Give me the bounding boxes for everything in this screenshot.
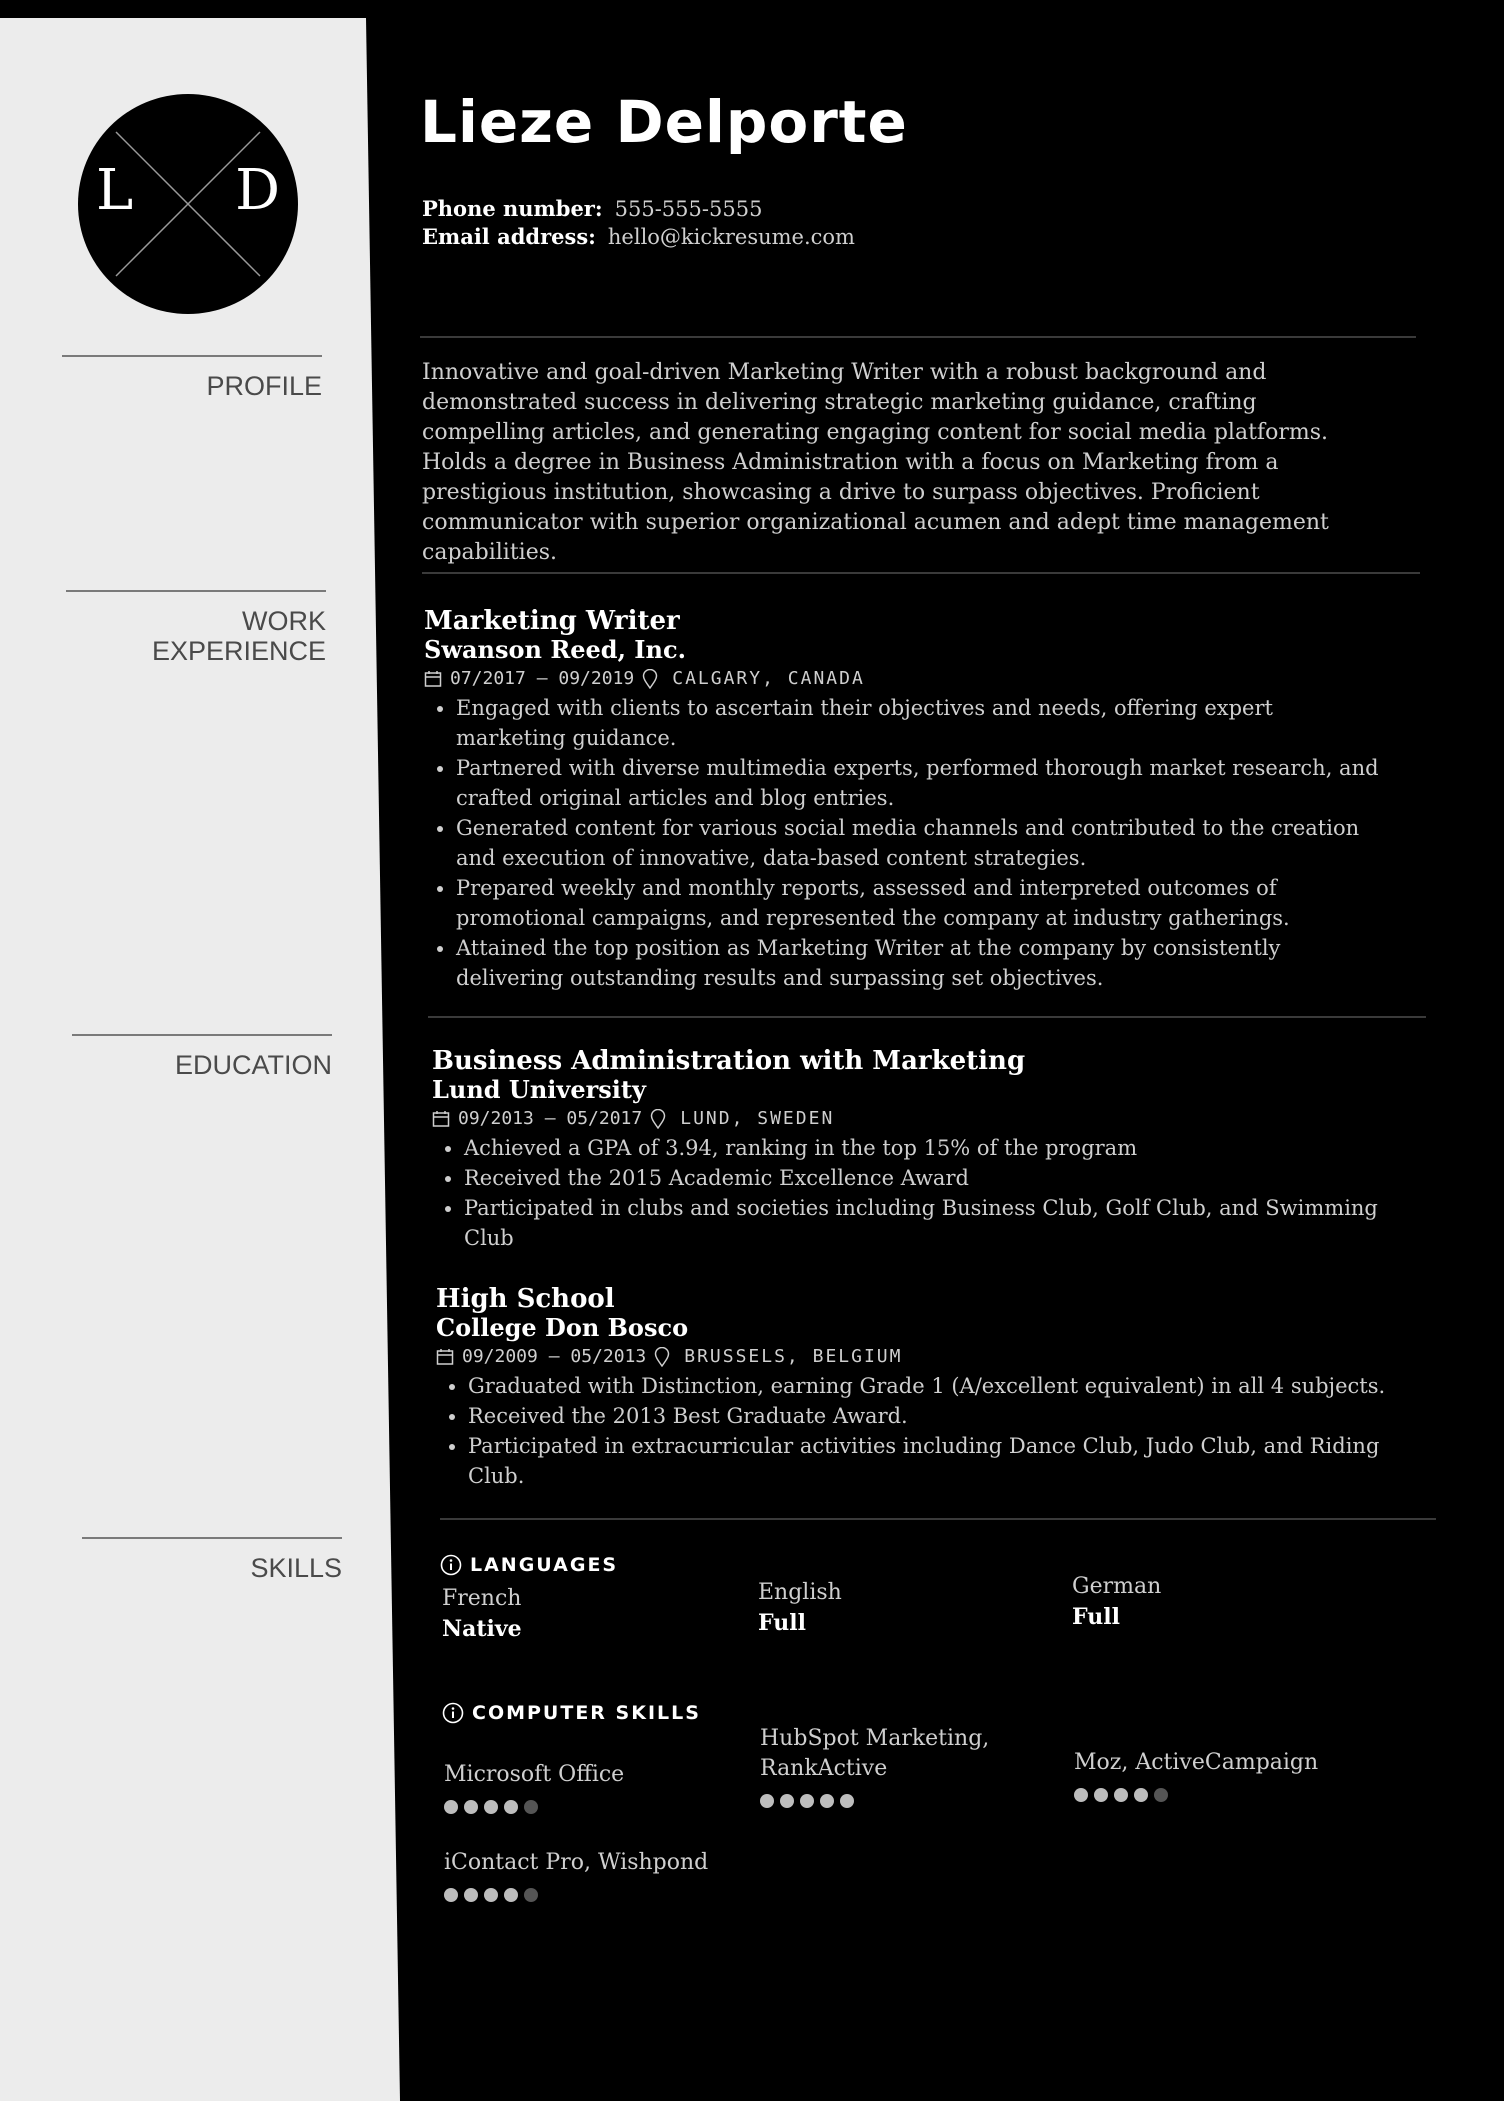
computer-skill-item bbox=[444, 1760, 744, 1814]
email-label: Email address: bbox=[422, 224, 596, 249]
rating-dot-filled bbox=[464, 1800, 478, 1814]
language-item bbox=[442, 1584, 742, 1644]
email-value: hello@kickresume.com bbox=[607, 225, 855, 249]
rating-dot-filled bbox=[1094, 1788, 1108, 1802]
contact-email bbox=[422, 224, 855, 249]
phone-label: Phone number: bbox=[422, 196, 603, 221]
degree-title: Business Administration with Marketing bbox=[432, 1046, 1026, 1076]
list-item: • Attained the top position as Marketing Writer at the company by consistently delivering outstanding results and surpassing set objectives. bbox=[456, 933, 1384, 993]
education-meta bbox=[432, 1108, 1392, 1129]
section-heading-education bbox=[72, 1034, 332, 1080]
work-entry bbox=[424, 606, 1384, 993]
rating-dot-filled bbox=[840, 1794, 854, 1808]
language-level: Full bbox=[1072, 1604, 1120, 1630]
candidate-name: Lieze Delporte bbox=[420, 88, 908, 156]
language-level: Full bbox=[758, 1610, 806, 1636]
company-name: Swanson Reed, Inc. bbox=[424, 635, 686, 664]
location-pin-icon bbox=[654, 1347, 670, 1367]
computer-skill-item bbox=[760, 1724, 1000, 1808]
monogram-logo bbox=[78, 94, 298, 314]
work-heading-line2: EXPERIENCE bbox=[151, 636, 326, 666]
rating-dot-filled bbox=[780, 1794, 794, 1808]
education-entry bbox=[432, 1046, 1392, 1253]
degree-title: High School bbox=[436, 1284, 615, 1314]
skills-heading-text: SKILLS bbox=[250, 1553, 342, 1583]
calendar-icon bbox=[424, 670, 442, 688]
info-icon bbox=[440, 1554, 462, 1576]
divider bbox=[422, 572, 1420, 574]
education-bullets bbox=[432, 1133, 1392, 1253]
rating-dot-filled bbox=[444, 1800, 458, 1814]
language-level: Native bbox=[442, 1616, 522, 1642]
rating-dot-filled bbox=[504, 1888, 518, 1902]
education-location: LUND, SWEDEN bbox=[680, 1108, 835, 1129]
education-location: BRUSSELS, BELGIUM bbox=[684, 1346, 903, 1367]
education-heading-text: EDUCATION bbox=[174, 1050, 332, 1080]
contact-phone bbox=[422, 196, 762, 221]
rating-dot-filled bbox=[800, 1794, 814, 1808]
computer-skills-label: COMPUTER SKILLS bbox=[472, 1702, 701, 1724]
languages-heading bbox=[440, 1554, 618, 1576]
education-bullets bbox=[436, 1371, 1396, 1491]
computer-skill-item bbox=[1074, 1748, 1374, 1802]
divider bbox=[428, 1016, 1426, 1018]
list-item: • Engaged with clients to ascertain their objectives and needs, offering expert marketing guidance. bbox=[456, 693, 1384, 753]
calendar-icon bbox=[436, 1348, 454, 1366]
rating-dot-filled bbox=[760, 1794, 774, 1808]
education-meta bbox=[436, 1346, 1396, 1367]
rating-dot-filled bbox=[1114, 1788, 1128, 1802]
list-item: • Graduated with Distinction, earning Grade 1 (A/excellent equivalent) in all 4 subjects. bbox=[468, 1371, 1396, 1401]
rating-dot-filled bbox=[464, 1888, 478, 1902]
computer-skill-name: Microsoft Office bbox=[444, 1762, 625, 1787]
rating-dot-filled bbox=[504, 1800, 518, 1814]
rating-dot-empty bbox=[524, 1800, 538, 1814]
language-name: German bbox=[1072, 1574, 1162, 1599]
computer-skill-name: HubSpot Marketing, RankActive bbox=[760, 1726, 990, 1781]
computer-skill-name: Moz, ActiveCampaign bbox=[1074, 1750, 1319, 1775]
job-meta bbox=[424, 668, 1384, 689]
rating-dot-filled bbox=[484, 1888, 498, 1902]
education-dates: 09/2009 — 05/2013 bbox=[462, 1346, 647, 1367]
list-item: • Generated content for various social media channels and contributed to the creation and execution of innovative, data-based content strategies. bbox=[456, 813, 1384, 873]
rating-dot-filled bbox=[1134, 1788, 1148, 1802]
location-pin-icon bbox=[642, 669, 658, 689]
job-title: Marketing Writer bbox=[424, 606, 680, 636]
calendar-icon bbox=[432, 1110, 450, 1128]
job-location: CALGARY, CANADA bbox=[672, 668, 865, 689]
rating-dot-empty bbox=[1154, 1788, 1168, 1802]
computer-skill-item bbox=[444, 1848, 744, 1902]
school-name: College Don Bosco bbox=[436, 1313, 689, 1342]
computer-skills-heading bbox=[442, 1702, 701, 1724]
computer-skill-name: iContact Pro, Wishpond bbox=[444, 1850, 709, 1875]
school-name: Lund University bbox=[432, 1075, 646, 1104]
languages-label: LANGUAGES bbox=[470, 1554, 619, 1576]
job-dates: 07/2017 — 09/2019 bbox=[450, 668, 635, 689]
language-item bbox=[758, 1578, 1058, 1638]
profile-summary: Innovative and goal-driven Marketing Writer with a robust background and demonstrated success in delivering strategic marketing guidance, crafting compelling articles, and generating engaging content for social media platforms. Holds a degree in Business Administration with a focus on Marketing from a prestigious institution, showcasing a drive to surpass objectives. Proficient communicator with superior organizational acumen and adept time management capabilities. bbox=[422, 360, 1329, 565]
rating-dot-filled bbox=[820, 1794, 834, 1808]
divider bbox=[420, 336, 1416, 338]
skill-rating bbox=[444, 1800, 744, 1814]
list-item: • Achieved a GPA of 3.94, ranking in the top 15% of the program bbox=[464, 1133, 1392, 1163]
rating-dot-empty bbox=[524, 1888, 538, 1902]
profile-heading-text: PROFILE bbox=[206, 371, 322, 401]
skill-rating bbox=[760, 1794, 1000, 1808]
monogram-left-letter: L bbox=[96, 158, 134, 223]
language-name: French bbox=[442, 1586, 522, 1611]
monogram-right-letter: D bbox=[235, 158, 280, 223]
list-item: • Prepared weekly and monthly reports, assessed and interpreted outcomes of promotional campaigns, and represented the company at industry gatherings. bbox=[456, 873, 1384, 933]
rating-dot-filled bbox=[1074, 1788, 1088, 1802]
section-heading-skills bbox=[82, 1537, 342, 1583]
list-item: • Participated in clubs and societies including Business Club, Golf Club, and Swimming Club bbox=[464, 1193, 1392, 1253]
section-heading-work bbox=[66, 590, 326, 666]
section-heading-profile bbox=[62, 355, 322, 401]
rating-dot-filled bbox=[484, 1800, 498, 1814]
job-bullets bbox=[424, 693, 1384, 993]
list-item: • Received the 2013 Best Graduate Award. bbox=[468, 1401, 1396, 1431]
divider bbox=[440, 1518, 1436, 1520]
work-heading-line1: WORK bbox=[242, 606, 326, 636]
language-name: English bbox=[758, 1580, 842, 1605]
phone-value: 555-555-5555 bbox=[614, 197, 763, 221]
list-item: • Received the 2015 Academic Excellence Award bbox=[464, 1163, 1392, 1193]
language-item bbox=[1072, 1572, 1372, 1632]
info-icon bbox=[442, 1702, 464, 1724]
location-pin-icon bbox=[650, 1109, 666, 1129]
education-entry bbox=[436, 1284, 1396, 1491]
skill-rating bbox=[1074, 1788, 1374, 1802]
list-item: • Partnered with diverse multimedia experts, performed thorough market research, and crafted original articles and blog entries. bbox=[456, 753, 1384, 813]
education-dates: 09/2013 — 05/2017 bbox=[458, 1108, 643, 1129]
rating-dot-filled bbox=[444, 1888, 458, 1902]
skill-rating bbox=[444, 1888, 744, 1902]
list-item: • Participated in extracurricular activities including Dance Club, Judo Club, and Riding Club. bbox=[468, 1431, 1396, 1491]
